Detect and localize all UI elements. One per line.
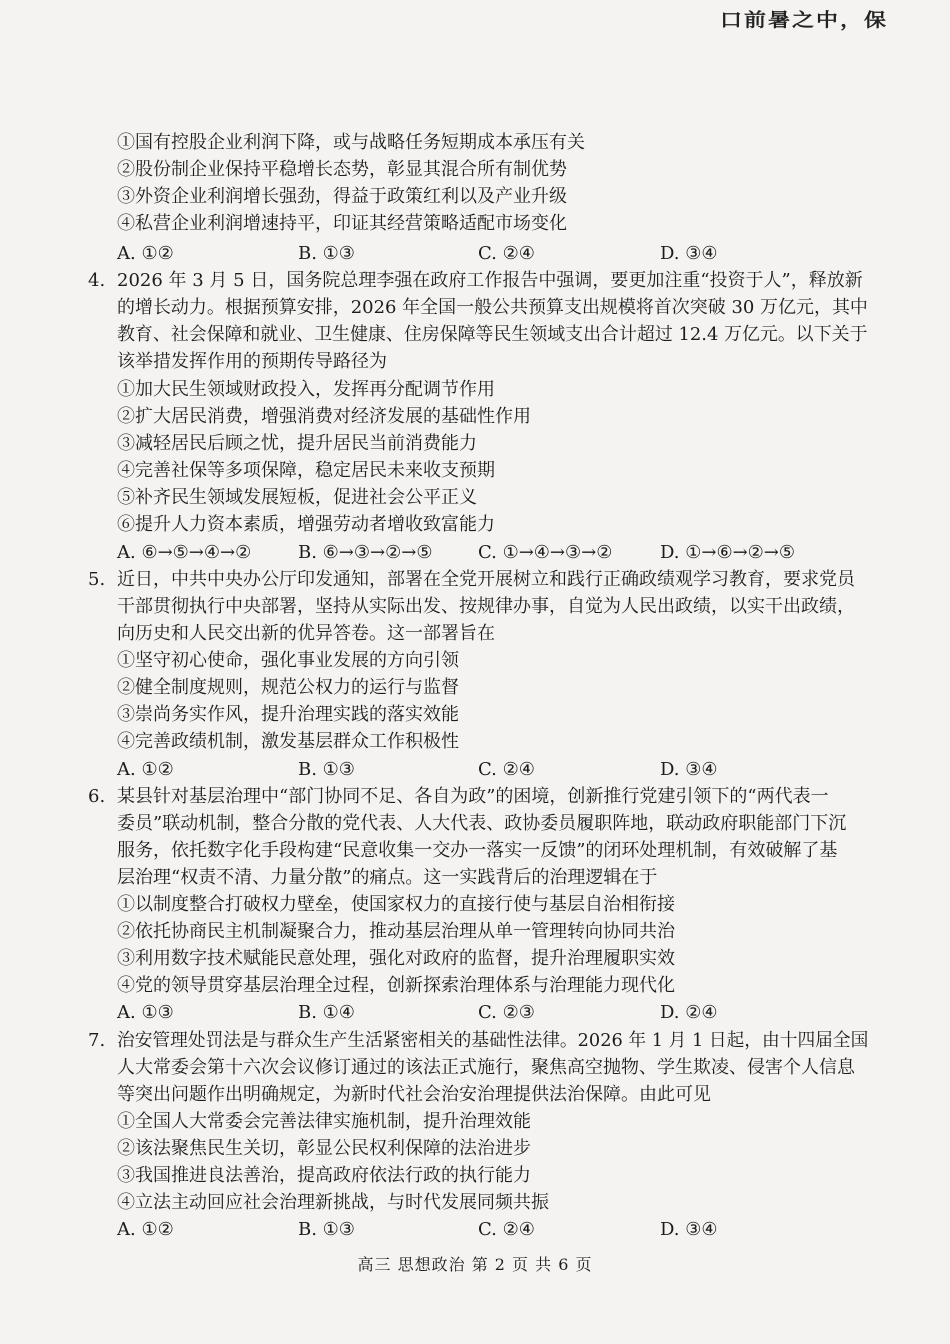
q7-choice-a: A. ①② bbox=[117, 1219, 174, 1240]
q4-item-6: ⑥提升人力资本素质，增强劳动者增收致富能力 bbox=[117, 514, 495, 535]
q5-item-3: ③崇尚务实作风，提升治理实践的落实效能 bbox=[117, 704, 459, 725]
q4-item-1: ①加大民生领域财政投入，发挥再分配调节作用 bbox=[117, 379, 495, 400]
q5-number: 5. bbox=[88, 569, 106, 590]
q5-choice-d: D. ③④ bbox=[660, 759, 718, 780]
q7-stem-line-1: 治安管理处罚法是与群众生产生活紧密相关的基础性法律。2026 年 1 月 1 日起，由十四届全国 bbox=[117, 1030, 869, 1051]
q4-stem-line-4: 该举措发挥作用的预期传导路径为 bbox=[117, 351, 387, 372]
q7-choice-d: D. ③④ bbox=[660, 1219, 718, 1240]
q3-item-1: ①国有控股企业利润下降，或与战略任务短期成本承压有关 bbox=[117, 132, 585, 153]
q6-choice-a: A. ①③ bbox=[117, 1002, 174, 1023]
q5-choice-c: C. ②④ bbox=[478, 759, 535, 780]
q6-stem-line-2: 委员”联动机制，整合分散的党代表、人大代表、政协委员履职阵地，联动政府职能部门下沉 bbox=[117, 813, 847, 834]
q5-item-1: ①坚守初心使命，强化事业发展的方向引领 bbox=[117, 650, 459, 671]
q5-choice-a: A. ①② bbox=[117, 759, 174, 780]
q7-item-2: ②该法聚焦民生关切，彰显公民权利保障的法治进步 bbox=[117, 1138, 531, 1159]
q6-item-1: ①以制度整合打破权力壁垒，使国家权力的直接行使与基层自治相衔接 bbox=[117, 894, 675, 915]
q5-stem-line-2: 干部贯彻执行中央部署，坚持从实际出发、按规律办事，自觉为人民出政绩，以实干出政绩， bbox=[117, 596, 855, 617]
q4-choice-d: D. ①→⑥→②→⑤ bbox=[660, 542, 796, 563]
q6-choice-d: D. ②④ bbox=[660, 1002, 718, 1023]
q6-choice-c: C. ②③ bbox=[478, 1002, 535, 1023]
q4-choice-c: C. ①→④→③→② bbox=[478, 542, 613, 563]
q5-stem-line-1: 近日，中共中央办公厅印发通知，部署在全党开展树立和践行正确政绩观学习教育，要求党员 bbox=[117, 569, 855, 590]
q5-item-2: ②健全制度规则，规范公权力的运行与监督 bbox=[117, 677, 459, 698]
q7-number: 7. bbox=[88, 1030, 106, 1051]
q4-choice-a: A. ⑥→⑤→④→② bbox=[117, 542, 252, 563]
q7-stem-line-3: 等突出问题作出明确规定，为新时代社会治安治理提供法治保障。由此可见 bbox=[117, 1084, 711, 1105]
q3-item-3: ③外资企业利润增长强劲，得益于政策红利以及产业升级 bbox=[117, 186, 567, 207]
q4-number: 4. bbox=[88, 270, 106, 291]
q7-choice-b: B. ①③ bbox=[298, 1219, 355, 1240]
q4-stem-line-3: 教育、社会保障和就业、卫生健康、住房保障等民生领域支出合计超过 12.4 万亿元。以下关于 bbox=[117, 324, 868, 345]
q7-item-4: ④立法主动回应社会治理新挑战，与时代发展同频共振 bbox=[117, 1192, 549, 1213]
q4-item-3: ③减轻居民后顾之忧，提升居民当前消费能力 bbox=[117, 433, 477, 454]
q3-item-2: ②股份制企业保持平稳增长态势，彰显其混合所有制优势 bbox=[117, 159, 567, 180]
q5-choice-b: B. ①③ bbox=[298, 759, 355, 780]
q7-choice-c: C. ②④ bbox=[478, 1219, 535, 1240]
q3-choice-d: D. ③④ bbox=[660, 243, 718, 264]
q3-item-4: ④私营企业利润增速持平，印证其经营策略适配市场变化 bbox=[117, 213, 567, 234]
page-footer: 高三 思想政治 第 2 页 共 6 页 bbox=[357, 1255, 593, 1274]
q7-item-1: ①全国人大常委会完善法律实施机制，提升治理效能 bbox=[117, 1111, 531, 1132]
q4-item-2: ②扩大居民消费，增强消费对经济发展的基础性作用 bbox=[117, 406, 531, 427]
q4-item-4: ④完善社保等多项保障，稳定居民未来收支预期 bbox=[117, 460, 495, 481]
q3-choice-a: A. ①② bbox=[117, 243, 174, 264]
q7-stem-line-2: 人大常委会第十六次会议修订通过的该法正式施行，聚焦高空抛物、学生欺凌、侵害个人信息 bbox=[117, 1057, 855, 1078]
q3-choice-c: C. ②④ bbox=[478, 243, 535, 264]
q4-item-5: ⑤补齐民生领域发展短板，促进社会公平正义 bbox=[117, 487, 477, 508]
q6-number: 6. bbox=[88, 786, 106, 807]
q6-stem-line-4: 层治理“权责不清、力量分散”的痛点。这一实践背后的治理逻辑在于 bbox=[117, 867, 658, 888]
header-corner-text: 口前暑之中，保 bbox=[719, 9, 888, 32]
q4-stem-line-2: 的增长动力。根据预算安排，2026 年全国一般公共预算支出规模将首次突破 30 万亿元，其中 bbox=[117, 297, 868, 318]
q6-item-2: ②依托协商民主机制凝聚合力，推动基层治理从单一管理转向协同共治 bbox=[117, 921, 675, 942]
q6-item-4: ④党的领导贯穿基层治理全过程，创新探索治理体系与治理能力现代化 bbox=[117, 975, 675, 996]
q6-item-3: ③利用数字技术赋能民意处理，强化对政府的监督，提升治理履职实效 bbox=[117, 948, 675, 969]
q3-choice-b: B. ①③ bbox=[298, 243, 355, 264]
q6-stem-line-3: 服务，依托数字化手段构建“民意收集一交办一落实一反馈”的闭环处理机制，有效破解了基 bbox=[117, 840, 838, 861]
q6-choice-b: B. ①④ bbox=[298, 1002, 355, 1023]
q5-stem-line-3: 向历史和人民交出新的优异答卷。这一部署旨在 bbox=[117, 623, 495, 644]
q6-stem-line-1: 某县针对基层治理中“部门协同不足、各自为政”的困境，创新推行党建引领下的“两代表一 bbox=[117, 786, 829, 807]
q4-stem-line-1: 2026 年 3 月 5 日，国务院总理李强在政府工作报告中强调，要更加注重“投资于人”，释放新 bbox=[117, 270, 863, 291]
q5-item-4: ④完善政绩机制，激发基层群众工作积极性 bbox=[117, 731, 459, 752]
q4-choice-b: B. ⑥→③→②→⑤ bbox=[298, 542, 433, 563]
q7-item-3: ③我国推进良法善治，提高政府依法行政的执行能力 bbox=[117, 1165, 531, 1186]
